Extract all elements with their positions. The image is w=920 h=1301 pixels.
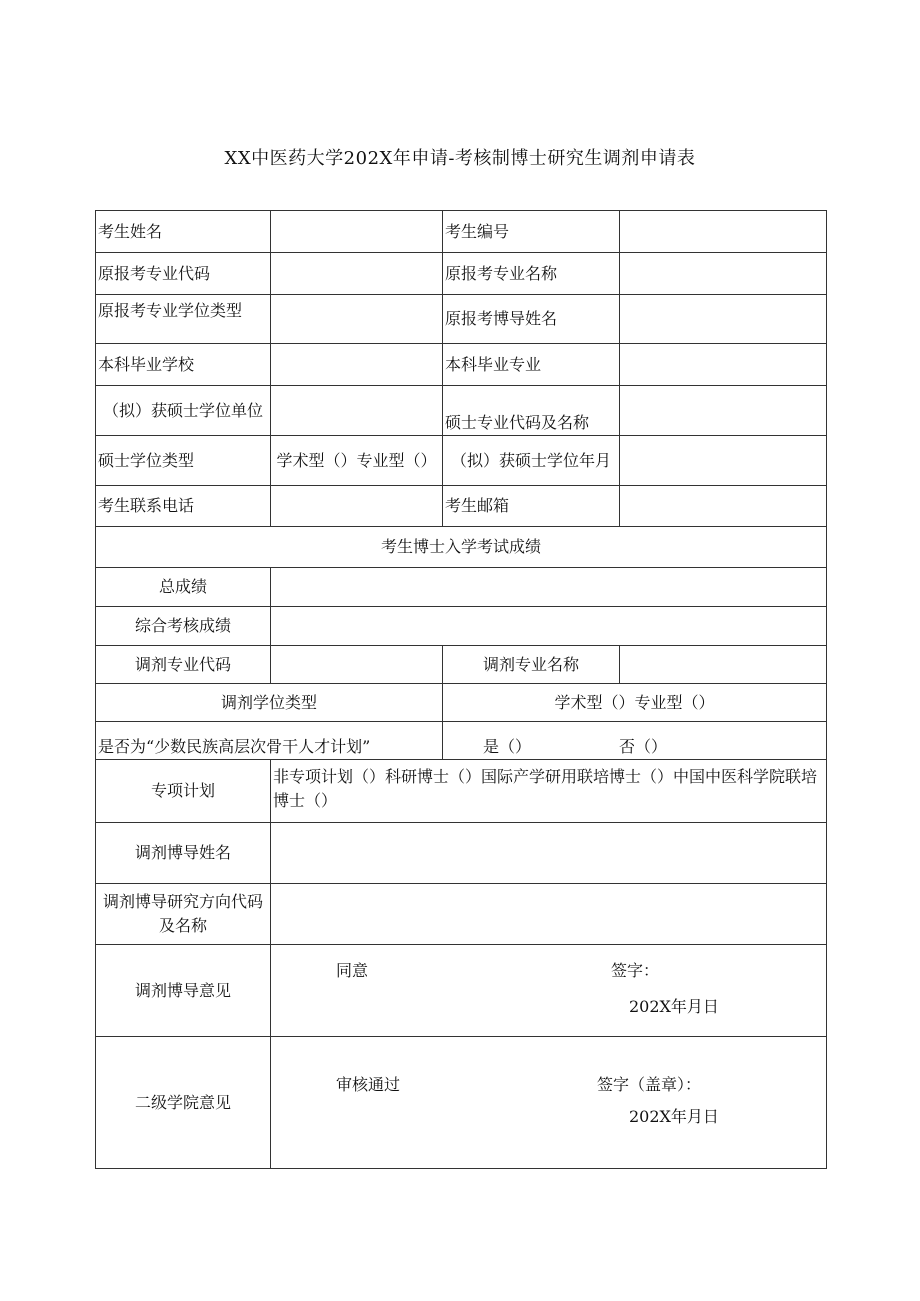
transfer-major-name-field[interactable] <box>620 646 827 684</box>
scores-section-title: 考生博士入学考试成绩 <box>96 527 827 568</box>
college-sign-text: 签字（盖章）： <box>597 1075 702 1094</box>
master-type-label: 硕士学位类型 <box>96 436 271 486</box>
page-title: XX中医药大学202X年申请-考核制博士研究生调剂申请表 <box>224 148 696 169</box>
orig-degree-type-field[interactable] <box>271 295 443 344</box>
total-score-field[interactable] <box>271 568 827 607</box>
orig-major-code-field[interactable] <box>271 253 443 295</box>
undergrad-major-label: 本科毕业专业 <box>443 344 620 386</box>
email-field[interactable] <box>620 486 827 527</box>
supervisor-agree-text: 同意 <box>336 961 369 980</box>
assessment-score-label: 综合考核成绩 <box>96 607 271 646</box>
transfer-degree-type-options[interactable]: 学术型（）专业型（） <box>443 684 827 722</box>
exam-no-field[interactable] <box>620 211 827 253</box>
transfer-major-code-field[interactable] <box>271 646 443 684</box>
orig-major-name-label: 原报考专业名称 <box>443 253 620 295</box>
college-approved-text: 审核通过 <box>336 1075 401 1094</box>
phone-label: 考生联系电话 <box>96 486 271 527</box>
orig-supervisor-field[interactable] <box>620 295 827 344</box>
minority-plan-options <box>443 722 827 760</box>
transfer-major-name-label: 调剂专业名称 <box>443 646 620 684</box>
supervisor-opinion-cell <box>271 945 827 1037</box>
transfer-major-code-label: 调剂专业代码 <box>96 646 271 684</box>
application-form <box>95 210 827 1169</box>
master-major-field[interactable] <box>620 386 827 436</box>
college-opinion-label: 二级学院意见 <box>96 1037 271 1169</box>
name-label: 考生姓名 <box>96 211 271 253</box>
college-opinion-cell <box>271 1037 827 1169</box>
orig-degree-type-label: 原报考专业学位类型 <box>96 295 271 344</box>
master-major-label: 硕士专业代码及名称 <box>443 386 620 436</box>
master-type-options[interactable]: 学术型（）专业型（） <box>271 436 443 486</box>
minority-no-option[interactable]: 否（） <box>619 737 668 756</box>
supervisor-sign-text: 签字： <box>611 961 660 980</box>
special-plan-options[interactable]: 非专项计划（）科研博士（）国际产学研用联培博士（）中国中医科学院联培博士（） <box>271 760 827 823</box>
supervisor-opinion-label: 调剂博导意见 <box>96 945 271 1037</box>
assessment-score-field[interactable] <box>271 607 827 646</box>
orig-supervisor-label: 原报考博导姓名 <box>443 295 620 344</box>
exam-no-label: 考生编号 <box>443 211 620 253</box>
total-score-label: 总成绩 <box>96 568 271 607</box>
research-direction-label: 调剂博导研究方向代码及名称 <box>96 884 271 945</box>
transfer-supervisor-field[interactable] <box>271 823 827 884</box>
transfer-degree-type-label: 调剂学位类型 <box>96 684 443 722</box>
minority-plan-label: 是否为“少数民族高层次骨干人才计划” <box>96 722 443 760</box>
master-unit-label: （拟）获硕士学位单位 <box>96 386 271 436</box>
undergrad-school-label: 本科毕业学校 <box>96 344 271 386</box>
master-unit-field[interactable] <box>271 386 443 436</box>
undergrad-major-field[interactable] <box>620 344 827 386</box>
special-plan-label: 专项计划 <box>96 760 271 823</box>
orig-major-name-field[interactable] <box>620 253 827 295</box>
supervisor-date-text: 202X年月日 <box>629 997 719 1016</box>
research-direction-field[interactable] <box>271 884 827 945</box>
transfer-supervisor-label: 调剂博导姓名 <box>96 823 271 884</box>
email-label: 考生邮箱 <box>443 486 620 527</box>
orig-major-code-label: 原报考专业代码 <box>96 253 271 295</box>
master-date-label: （拟）获硕士学位年月 <box>443 436 620 486</box>
minority-yes-option[interactable]: 是（） <box>483 737 532 756</box>
college-date-text: 202X年月日 <box>629 1107 719 1126</box>
name-field[interactable] <box>271 211 443 253</box>
master-date-field[interactable] <box>620 436 827 486</box>
undergrad-school-field[interactable] <box>271 344 443 386</box>
phone-field[interactable] <box>271 486 443 527</box>
